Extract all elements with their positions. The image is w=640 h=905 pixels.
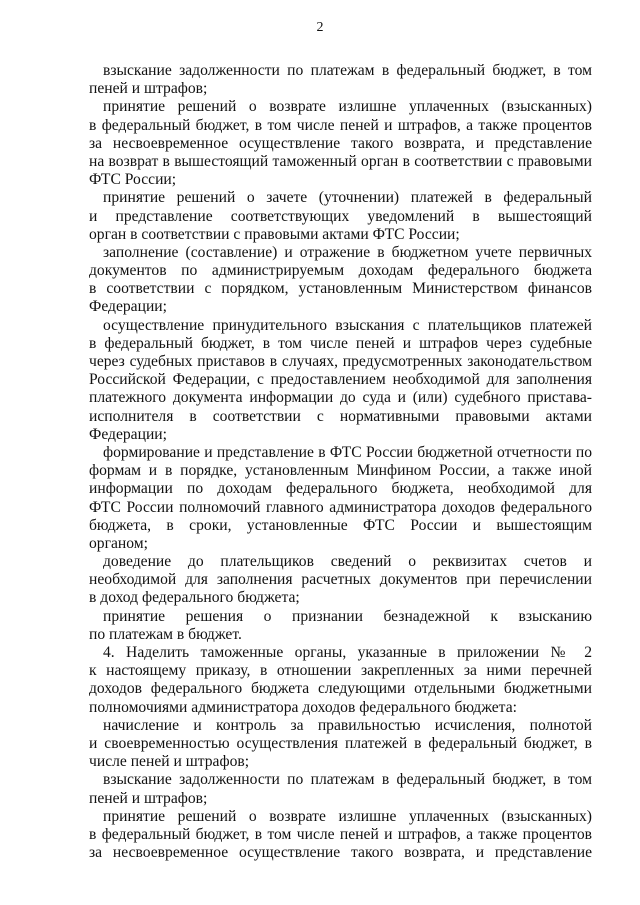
text-line: через судебных приставов в случаях, предусмотренных законодательством [89, 353, 592, 370]
text-line: пеней и штрафов; [89, 80, 208, 98]
text-line: 4. Наделить таможенные органы, указанные в приложении № 2 [103, 644, 592, 661]
text-line: пеней и штрафов; [89, 789, 208, 807]
paragraph [89, 644, 592, 717]
text-line: принятие решения о признании безнадежной к взысканию [103, 607, 592, 625]
text-line: в федеральный бюджет, в том числе пеней и штрафов через судебные [89, 334, 592, 352]
text-line: принятие решений о зачете (уточнении) платежей в федеральный [103, 189, 592, 207]
text-line: документов по администрируемым доходам федерального бюджета [89, 262, 592, 280]
text-line: платежного документа информации до суда и (или) судебного пристава- [89, 389, 592, 407]
text-line: в федеральный бюджет, в том числе пеней и штрафов, а также процентов [89, 825, 592, 843]
paragraph [89, 62, 592, 98]
text-line: необходимой для заполнения расчетных документов при перечислении [89, 571, 592, 589]
text-line: начисление и контроль за правильностью исчисления, полнотой [103, 716, 592, 734]
text-line: в доход федерального бюджета; [89, 589, 300, 607]
text-line: осуществление принудительного взыскания с плательщиков платежей [103, 316, 592, 334]
text-line: бюджета, в сроки, установленные ФТС России и вышестоящим [89, 516, 592, 534]
paragraph [89, 317, 592, 444]
paragraph [89, 771, 592, 807]
text-line: по платежам в бюджет. [89, 625, 242, 643]
paragraph [89, 608, 592, 644]
text-line: и своевременностью осуществления платежей в федеральный бюджет, в [89, 734, 592, 752]
text-line: доходов федерального бюджета следующими отдельными бюджетными [89, 680, 592, 698]
paragraph [89, 808, 592, 863]
text-line: числе пеней и штрафов; [89, 753, 250, 771]
text-line: и представление соответствующих уведомлений в вышестоящий [89, 207, 592, 225]
text-line: информации по доходам федерального бюджета, необходимой для [89, 480, 592, 498]
text-line: за несвоевременное осуществление такого возврата, и представление [89, 134, 592, 152]
text-line: принятие решений о возврате излишне уплаченных (взысканных) [103, 98, 592, 116]
text-line: Федерации; [89, 425, 167, 443]
text-line: органом; [89, 534, 148, 552]
text-line: исполнителя в соответствии с нормативными правовыми актами [89, 407, 592, 425]
text-line: за несвоевременное осуществление такого возврата, и представление [89, 844, 592, 862]
paragraph [89, 444, 592, 553]
page-number: 2 [316, 20, 324, 35]
paragraph [89, 98, 592, 189]
text-line: ФТС России; [89, 171, 177, 189]
paragraph [89, 244, 592, 317]
text-line: ФТС России полномочий главного администратора доходов федерального [89, 498, 592, 516]
text-line: доведение до плательщиков сведений о реквизитах счетов и [103, 553, 592, 571]
paragraph [89, 189, 592, 244]
text-line: полномочиями администратора доходов федерального бюджета: [89, 698, 517, 716]
text-line: Федерации; [89, 298, 167, 316]
text-line: к настоящему приказу, в отношении закрепленных за ними перечней [89, 662, 592, 680]
text-line: принятие решений о возврате излишне уплаченных (взысканных) [103, 807, 592, 825]
text-line: в федеральный бюджет, в том числе пеней и штрафов, а также процентов [89, 116, 592, 134]
text-line: взыскание задолженности по платежам в федеральный бюджет, в том [103, 62, 592, 79]
text-line: формирование и представление в ФТС России бюджетной отчетности по [103, 443, 592, 461]
text-line: Российской Федерации, с предоставлением необходимой для заполнения [89, 371, 592, 389]
text-line: орган в соответствии с правовыми актами ФТС России; [89, 225, 460, 243]
paragraph [89, 717, 592, 772]
text-line: в соответствии с порядком, установленным Министерством финансов [89, 280, 592, 298]
text-line: взыскание задолженности по платежам в федеральный бюджет, в том [103, 771, 592, 789]
document-body [89, 62, 592, 862]
text-line: на возврат в вышестоящий таможенный орган в соответствии с правовыми [89, 152, 592, 170]
text-line: заполнение (составление) и отражение в бюджетном учете первичных [103, 243, 592, 261]
paragraph [89, 553, 592, 608]
text-line: формам и в порядке, установленным Минфином России, а также иной [89, 462, 592, 480]
